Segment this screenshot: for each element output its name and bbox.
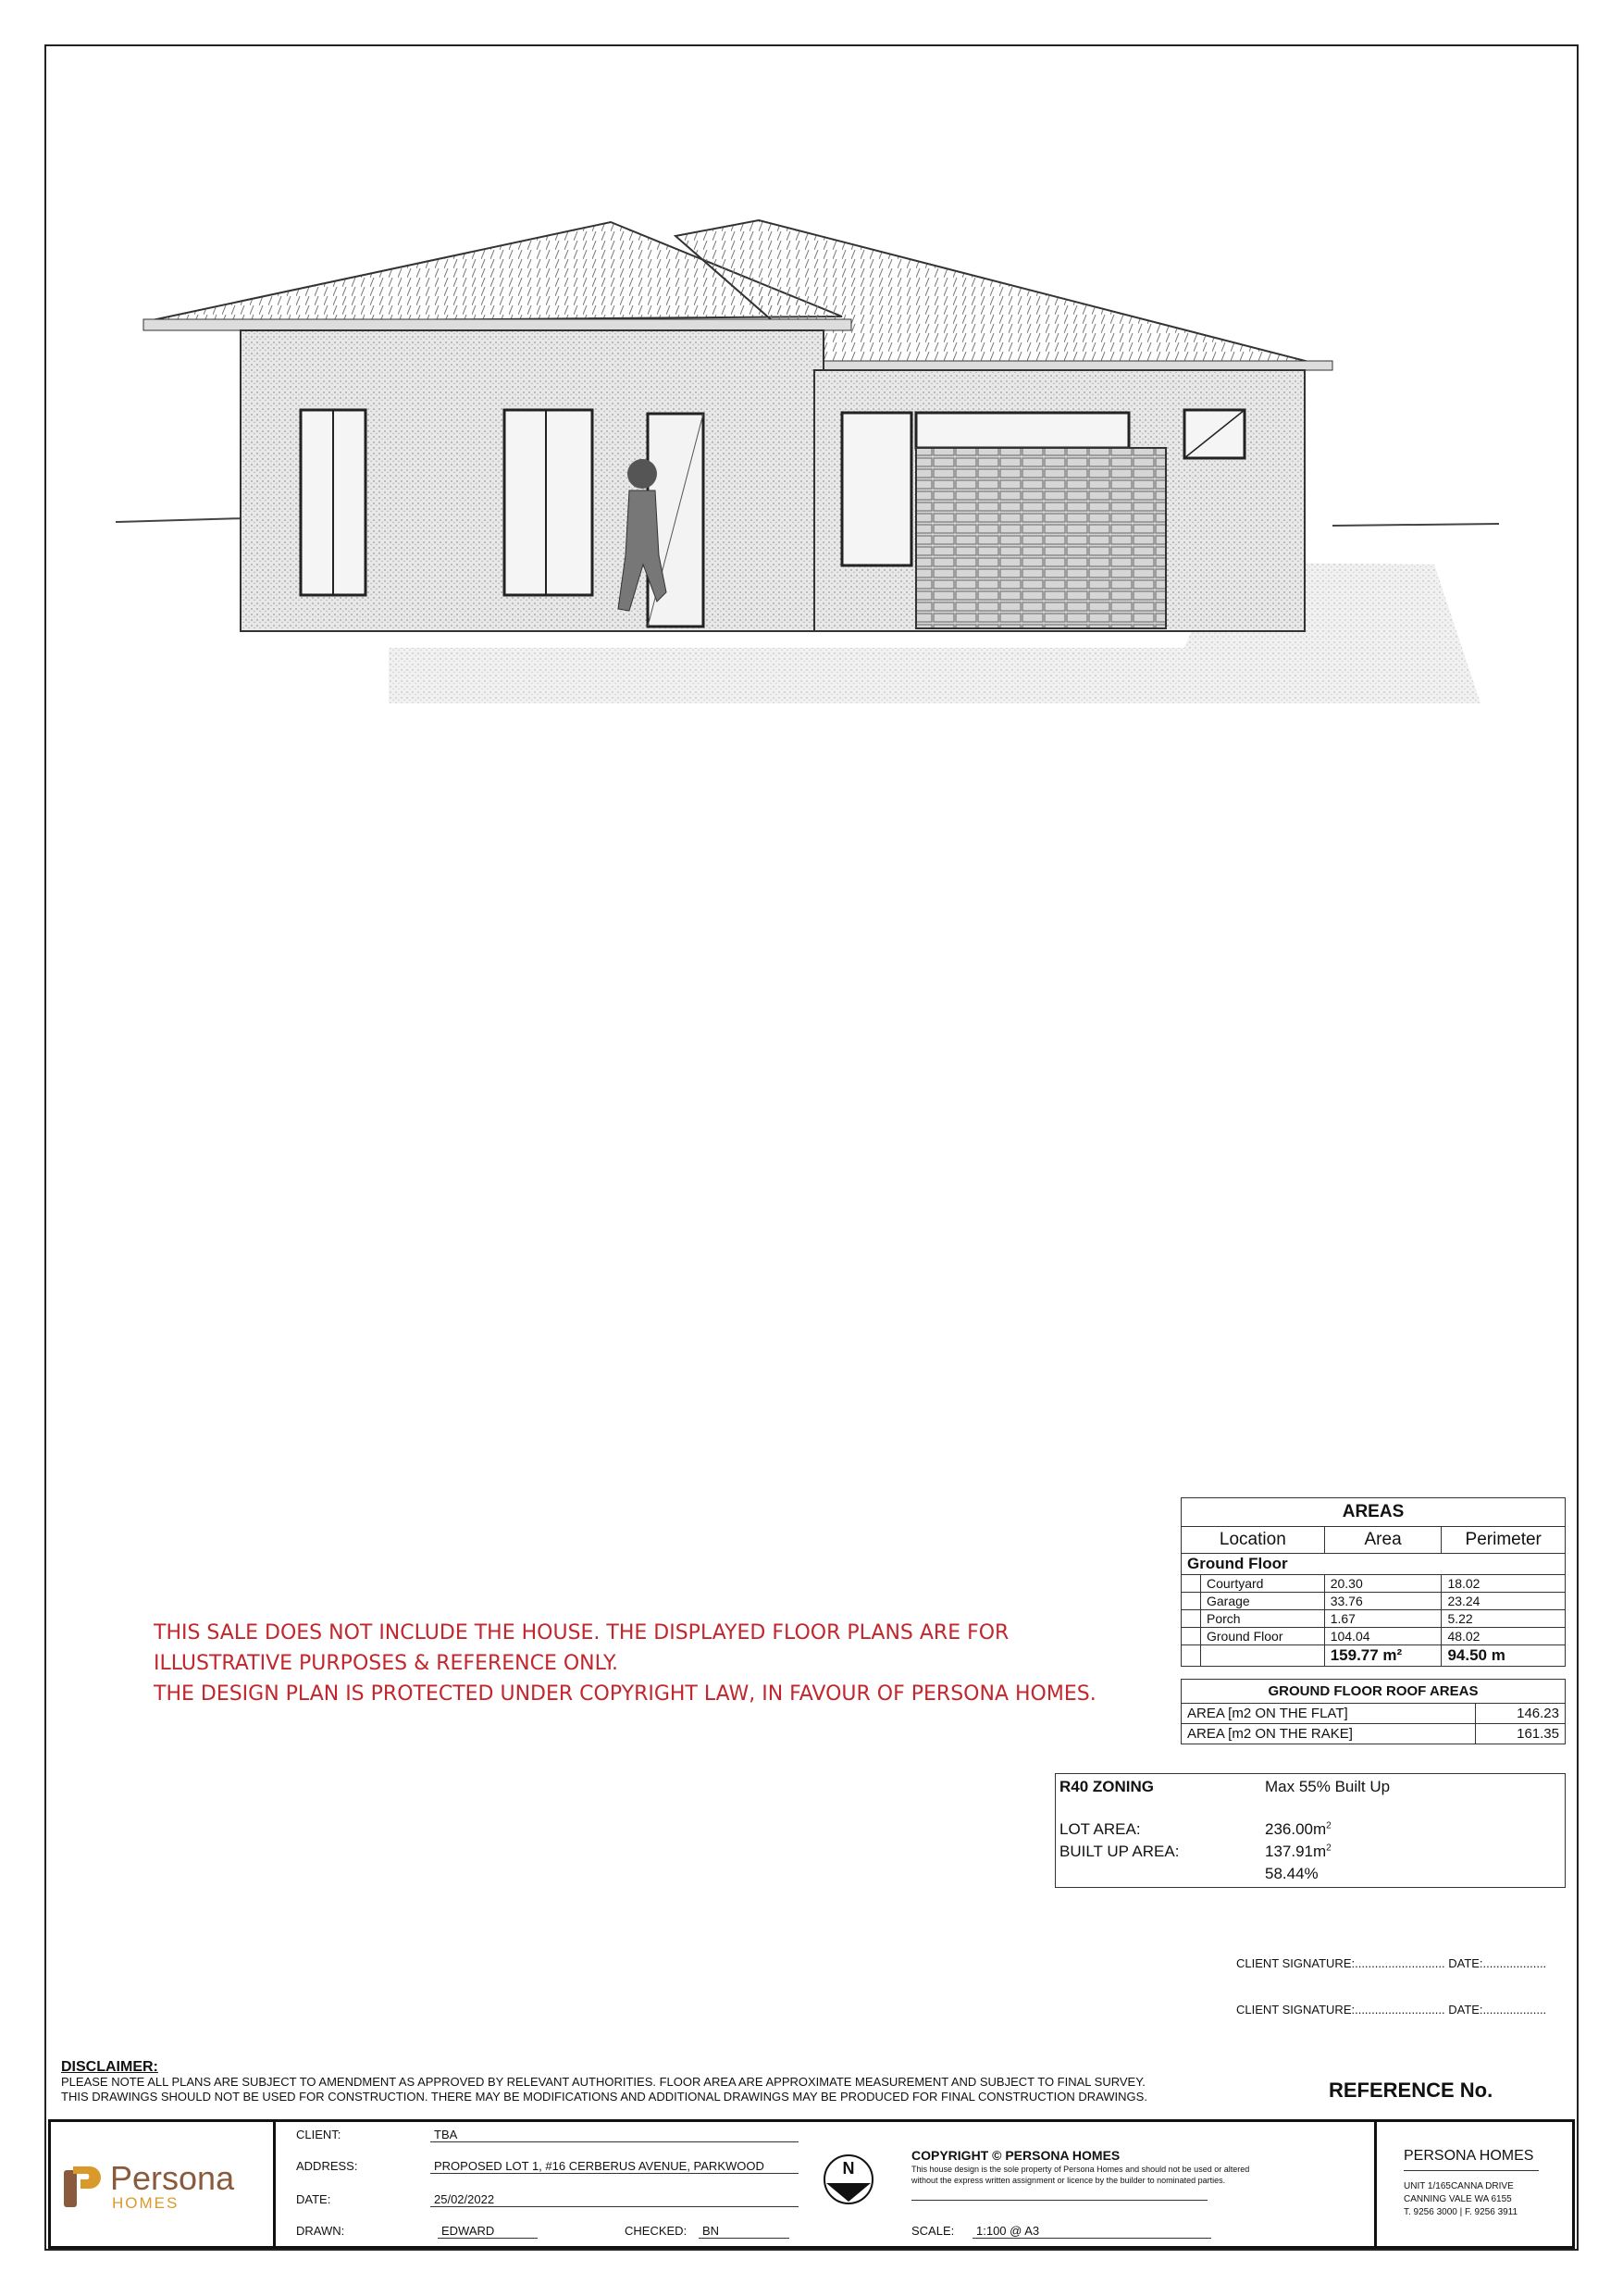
disclaimer-line-2: THIS DRAWINGS SHOULD NOT BE USED FOR CONSTRUCTION. THERE MAY BE MODIFICATIONS AND ADDITIONAL DRAWINGS MAY BE PRODUCED FOR FINAL CONSTRUCTION DRAWINGS. bbox=[61, 2090, 1147, 2104]
areas-group-label: Ground Floor bbox=[1182, 1554, 1566, 1575]
zoning-title: R40 ZONING bbox=[1059, 1778, 1155, 1795]
persona-homes-logo bbox=[62, 2159, 266, 2215]
areas-header-location: Location bbox=[1182, 1527, 1325, 1554]
roof-value: 161.35 bbox=[1475, 1724, 1565, 1744]
client-signature-2: CLIENT SIGNATURE:........................... DATE:................... bbox=[1236, 2003, 1547, 2017]
company-address-2: CANNING VALE WA 6155 bbox=[1404, 2194, 1512, 2204]
disclaimer bbox=[61, 2060, 1147, 2104]
north-arrow-icon bbox=[821, 2152, 876, 2207]
total-area: 159.77 m² bbox=[1324, 1645, 1442, 1667]
row-perimeter: 5.22 bbox=[1442, 1610, 1566, 1628]
table-row bbox=[1182, 1724, 1566, 1744]
title-block bbox=[48, 2119, 1575, 2249]
copyright-text-1: This house design is the sole property of Persona Homes and should not be used or altered bbox=[911, 2165, 1250, 2174]
house-elevation-sketch bbox=[111, 213, 1499, 713]
copyright-text-2: without the express written assignment or licence by the builder to nominated parties. bbox=[911, 2176, 1226, 2185]
areas-total-row bbox=[1182, 1645, 1566, 1667]
drawn-value: EDWARD bbox=[438, 2224, 538, 2239]
company-phone: T. 9256 3000 | F. 9256 3911 bbox=[1404, 2207, 1518, 2217]
reference-number: REFERENCE No. bbox=[1329, 2079, 1493, 2102]
built-up-value: $137.91m^2$ bbox=[1265, 1843, 1332, 1860]
row-perimeter: 48.02 bbox=[1442, 1628, 1566, 1645]
zoning-max: Max 55% Built Up bbox=[1265, 1778, 1391, 1795]
row-perimeter: 23.24 bbox=[1442, 1593, 1566, 1610]
row-location: Courtyard bbox=[1201, 1575, 1325, 1593]
logo-name: Persona bbox=[110, 2159, 235, 2197]
roof-label: AREA [m2 ON THE RAKE] bbox=[1182, 1724, 1476, 1744]
date-label: DATE: bbox=[296, 2192, 331, 2206]
row-area: 33.76 bbox=[1324, 1593, 1442, 1610]
address-label: ADDRESS: bbox=[296, 2159, 358, 2173]
areas-title: AREAS bbox=[1182, 1498, 1566, 1527]
zoning-box bbox=[1055, 1773, 1566, 1888]
checked-value: BN bbox=[699, 2224, 789, 2239]
roof-title: GROUND FLOOR ROOF AREAS bbox=[1182, 1680, 1566, 1704]
client-signature-1: CLIENT SIGNATURE:........................... DATE:................... bbox=[1236, 1956, 1547, 1970]
table-row bbox=[1182, 1593, 1566, 1610]
built-up-label: BUILT UP AREA: bbox=[1059, 1843, 1180, 1860]
notice-line-3: THE DESIGN PLAN IS PROTECTED UNDER COPYRIGHT LAW, IN FAVOUR OF PERSONA HOMES. bbox=[154, 1682, 1096, 1706]
table-row bbox=[1182, 1628, 1566, 1645]
sale-notice bbox=[154, 1618, 1171, 1709]
logo-sub: HOMES bbox=[112, 2194, 180, 2212]
areas-header-perimeter: Perimeter bbox=[1442, 1527, 1566, 1554]
built-up-percent: 58.44% bbox=[1265, 1865, 1319, 1882]
table-row bbox=[1182, 1610, 1566, 1628]
roof-areas-table bbox=[1181, 1679, 1566, 1744]
client-label: CLIENT: bbox=[296, 2128, 341, 2141]
areas-table bbox=[1181, 1497, 1566, 1667]
north-letter: N bbox=[842, 2159, 855, 2178]
checked-label: CHECKED: bbox=[625, 2224, 688, 2238]
logo-mark-icon bbox=[62, 2163, 103, 2211]
row-location: Ground Floor bbox=[1201, 1628, 1325, 1645]
date-value: 25/02/2022 bbox=[430, 2192, 799, 2207]
scale-value: 1:100 @ A3 bbox=[973, 2224, 1211, 2239]
company-name: PERSONA HOMES bbox=[1404, 2148, 1534, 2164]
row-perimeter: 18.02 bbox=[1442, 1575, 1566, 1593]
table-row bbox=[1182, 1575, 1566, 1593]
disclaimer-line-1: PLEASE NOTE ALL PLANS ARE SUBJECT TO AMENDMENT AS APPROVED BY RELEVANT AUTHORITIES. FLOOR AREA ARE APPROXIMATE MEASUREMENT AND SUBJECT TO FINAL SURVEY. bbox=[61, 2075, 1146, 2089]
table-row bbox=[1182, 1704, 1566, 1724]
copyright-title: COPYRIGHT © PERSONA HOMES bbox=[911, 2148, 1121, 2163]
lot-area-value: $236.00m^2$ bbox=[1265, 1820, 1332, 1838]
areas-header-area: Area bbox=[1324, 1527, 1442, 1554]
row-area: 1.67 bbox=[1324, 1610, 1442, 1628]
notice-line-1: THIS SALE DOES NOT INCLUDE THE HOUSE. THE DISPLAYED FLOOR PLANS ARE FOR bbox=[154, 1621, 1010, 1644]
total-perimeter: 94.50 m bbox=[1442, 1645, 1566, 1667]
row-area: 20.30 bbox=[1324, 1575, 1442, 1593]
row-location: Garage bbox=[1201, 1593, 1325, 1610]
roof-value: 146.23 bbox=[1475, 1704, 1565, 1724]
disclaimer-heading: DISCLAIMER: bbox=[61, 2059, 158, 2075]
roof-label: AREA [m2 ON THE FLAT] bbox=[1182, 1704, 1476, 1724]
row-location: Porch bbox=[1201, 1610, 1325, 1628]
notice-line-2: ILLUSTRATIVE PURPOSES & REFERENCE ONLY. bbox=[154, 1652, 618, 1675]
address-value: PROPOSED LOT 1, #16 CERBERUS AVENUE, PARKWOOD bbox=[430, 2159, 799, 2174]
scale-label: SCALE: bbox=[911, 2224, 955, 2238]
company-address-1: UNIT 1/165CANNA DRIVE bbox=[1404, 2181, 1514, 2191]
client-value: TBA bbox=[430, 2128, 799, 2142]
row-area: 104.04 bbox=[1324, 1628, 1442, 1645]
drawn-label: DRAWN: bbox=[296, 2224, 345, 2238]
lot-area-label: LOT AREA: bbox=[1059, 1820, 1141, 1838]
